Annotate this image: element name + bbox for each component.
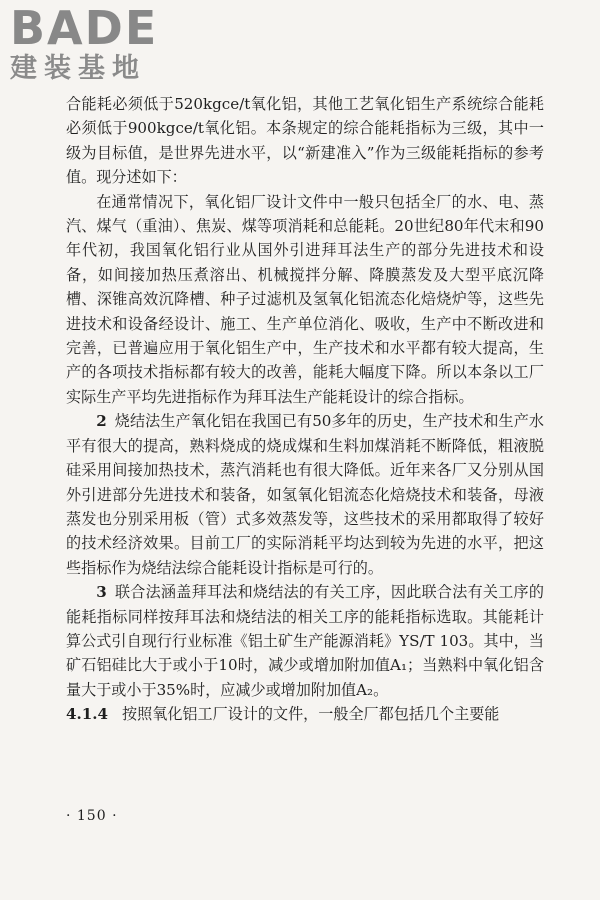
logo-subtitle: 建装基地 bbox=[10, 53, 146, 84]
paragraph-sintering: 2 烧结法生产氧化铝在我国已有50多年的历史，生产技术和生产水平有很大的提高，熟料烧成的烧成煤和生料加煤消耗不断降低，粗液脱硅采用间接加热技术，蒸汽消耗也有很大降低。近年来各厂又分别从国外引进部分先进技术和装备，如氢氧化铝流态化焙烧技术和装备，母液蒸发也分别采用板（管）式多效蒸发等，这些技术的采用都取得了较好的技术经济效果。目前工厂的实际消耗平均达到较为先进的水平，把这些指标作为烧结法综合能耗设计指标是可行的。 bbox=[66, 412, 544, 577]
paragraph-continuation: 合能耗必须低于520kgce/t氧化铝，其他工艺氧化铝生产系统综合能耗必须低于900kgce/t氧化铝。本条规定的综合能耗指标为三级，其中一级为目标值，是世界先进水平，以“新建准入”作为三级能耗指标的参考值。现分述如下： bbox=[66, 95, 544, 187]
item-number: 3 bbox=[96, 583, 107, 602]
paragraph-bayer: 在通常情况下，氧化铝厂设计文件中一般只包括全厂的水、电、蒸汽、煤气（重油）、焦炭、煤等项消耗和总能耗。20世纪80年代末和90年代初，我国氧化铝行业从国外引进拜耳法生产的部分先进技术和设备，如间接加热压煮溶出、机械搅拌分解、降膜蒸发及大型平底沉降槽、深锥高效沉降槽、种子过滤机及氢氧化铝流态化焙烧炉等，这些先进技术和设备经设计、施工、生产单位消化、吸收，生产中不断改进和完善，已普遍应用于氧化铝生产中，生产技术和水平都有较大提高，生产的各项技术指标都有较大的改善，能耗大幅度下降。所以本条以工厂实际生产平均先进指标作为拜耳法生产能耗设计的综合指标。 bbox=[66, 192, 544, 406]
paragraph-combined: 3 联合法涵盖拜耳法和烧结法的有关工序，因此联合法有关工序的能耗指标同样按拜耳法和烧结法的相关工序的能耗指标选取。其能耗计算公式引自现行行业标准《铝土矿生产能源消耗》YS/T 103。其中，当矿石铝硅比大于或小于10时，减少或增加附加值A₁；当熟料中氧化铝含量大于或小于35%时，应减少或增加附加值A₂。 bbox=[66, 583, 544, 699]
document-body bbox=[66, 92, 544, 727]
logo-brand: BADE bbox=[10, 1, 159, 55]
logo bbox=[10, 1, 185, 90]
item-number: 2 bbox=[96, 412, 107, 431]
section-4-1-4: 4.1.4 按照氧化铝工厂设计的文件，一般全厂都包括几个主要能 bbox=[66, 705, 500, 724]
section-number: 4.1.4 bbox=[66, 705, 109, 724]
page-number: · 150 · bbox=[66, 808, 118, 824]
